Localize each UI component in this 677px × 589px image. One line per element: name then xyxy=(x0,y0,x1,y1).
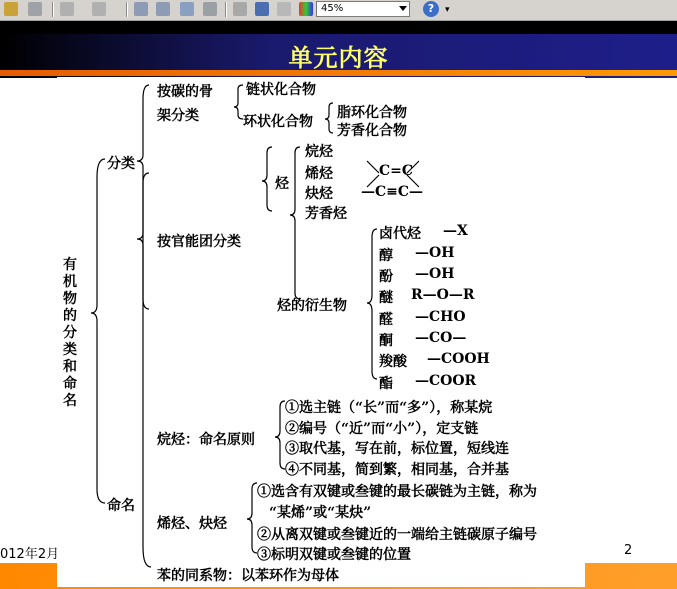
alkene-alkyne-label: 烯烃、炔烃 xyxy=(157,516,227,532)
derivative-name: 醛 xyxy=(379,312,393,328)
alkene: 烯烃 xyxy=(305,166,333,182)
hydrocarbons: 烃 xyxy=(275,176,289,192)
aromatic-hydrocarbon: 芳香烃 xyxy=(305,206,347,222)
color-bar-icon[interactable] xyxy=(299,2,313,16)
derivative-name: 酚 xyxy=(379,269,393,285)
derivative-group: —OH xyxy=(415,245,455,261)
derivative-name: 醇 xyxy=(379,248,393,264)
derivative-group: —CO— xyxy=(415,330,467,346)
redo-icon[interactable] xyxy=(92,2,106,16)
toolbar xyxy=(0,0,677,21)
text-direction-icon[interactable] xyxy=(233,2,247,16)
derivative-name: 卤代烃 xyxy=(379,226,421,242)
alkane-rule: ①选主链（“长”而“多”），称某烷 xyxy=(285,400,493,416)
by-carbon-skeleton-line1: 按碳的骨 xyxy=(157,84,213,100)
toolbar-overflow-icon[interactable]: ▾ xyxy=(445,5,450,15)
derivative-group: —COOR xyxy=(415,373,477,389)
alkyne: 炔烃 xyxy=(305,186,333,202)
derivative-name: 酮 xyxy=(379,333,393,349)
grid-icon[interactable] xyxy=(156,2,170,16)
derivative-group: —CHO xyxy=(415,309,466,325)
chain-compounds: 链状化合物 xyxy=(246,82,316,98)
benzene-homologs: 苯的同系物：以苯环作为母体 xyxy=(157,568,339,584)
derivative-group: —X xyxy=(443,223,468,239)
toolbar-separator xyxy=(225,2,227,17)
root-label: 有机物的分类和命名 xyxy=(63,257,77,409)
aromatic-compounds: 芳香化合物 xyxy=(337,123,407,139)
branch-classify: 分类 xyxy=(107,156,135,172)
text-format-icon[interactable] xyxy=(255,2,269,16)
alkane: 烷烃 xyxy=(305,144,333,160)
content-area xyxy=(57,77,585,587)
derivative-name: 羧酸 xyxy=(379,354,407,370)
chevron-down-icon xyxy=(399,6,407,11)
alkane-rule: ③取代基，写在前，标位置，短线连 xyxy=(285,441,509,457)
derivative-name: 酯 xyxy=(379,376,393,392)
footer-page-number: 2 xyxy=(624,543,633,558)
branch-naming: 命名 xyxy=(107,498,135,514)
chart-icon[interactable] xyxy=(180,2,194,16)
ring-compounds: 环状化合物 xyxy=(243,114,313,130)
hydrocarbon-derivatives: 烃的衍生物 xyxy=(277,298,347,314)
derivative-group: —COOH xyxy=(427,351,490,367)
toolbar-separator xyxy=(126,2,128,17)
alkene-rule-1a: ①选含有双键或叁键的最长碳链为主链，称为 xyxy=(257,484,537,500)
derivative-group: R—O—R xyxy=(411,287,475,303)
alicyclic-compounds: 脂环化合物 xyxy=(337,105,407,121)
derivative-name: 醚 xyxy=(379,290,393,306)
print-icon[interactable] xyxy=(203,2,217,16)
alkane-rule: ②编号（“近”而“小”），定支链 xyxy=(285,421,479,437)
alkyne-functional-group: —C≡C— xyxy=(361,184,424,200)
paste-icon[interactable] xyxy=(4,2,18,16)
toolbar-separator xyxy=(52,2,54,17)
alkene-rule-3: ③标明双键或叁键的位置 xyxy=(257,547,411,563)
zoom-select[interactable] xyxy=(316,1,410,17)
slide-title: 单元内容 xyxy=(288,44,389,72)
by-functional-group: 按官能团分类 xyxy=(157,234,241,250)
format-painter-icon[interactable] xyxy=(28,2,42,16)
alkane-naming-principle: 烷烃：命名原则 xyxy=(157,432,255,448)
zoom-value: 45% xyxy=(321,3,344,14)
alkene-rule-2: ②从离双键或叁键近的一端给主链碳原子编号 xyxy=(257,527,537,543)
derivative-group: —OH xyxy=(415,266,455,282)
table-icon[interactable] xyxy=(134,2,148,16)
help-button[interactable]: ? xyxy=(423,1,439,17)
color-grid-icon[interactable] xyxy=(277,2,291,16)
alkane-rule: ④不同基，简到繁，相同基，合并基 xyxy=(285,462,509,478)
alkene-rule-1b: “某烯”或“某炔” xyxy=(269,505,372,521)
footer-date: 012年2月 xyxy=(0,547,60,562)
undo-icon[interactable] xyxy=(60,2,74,16)
by-carbon-skeleton-line2: 架分类 xyxy=(157,108,199,124)
alkene-functional-group: C=C xyxy=(379,163,414,179)
